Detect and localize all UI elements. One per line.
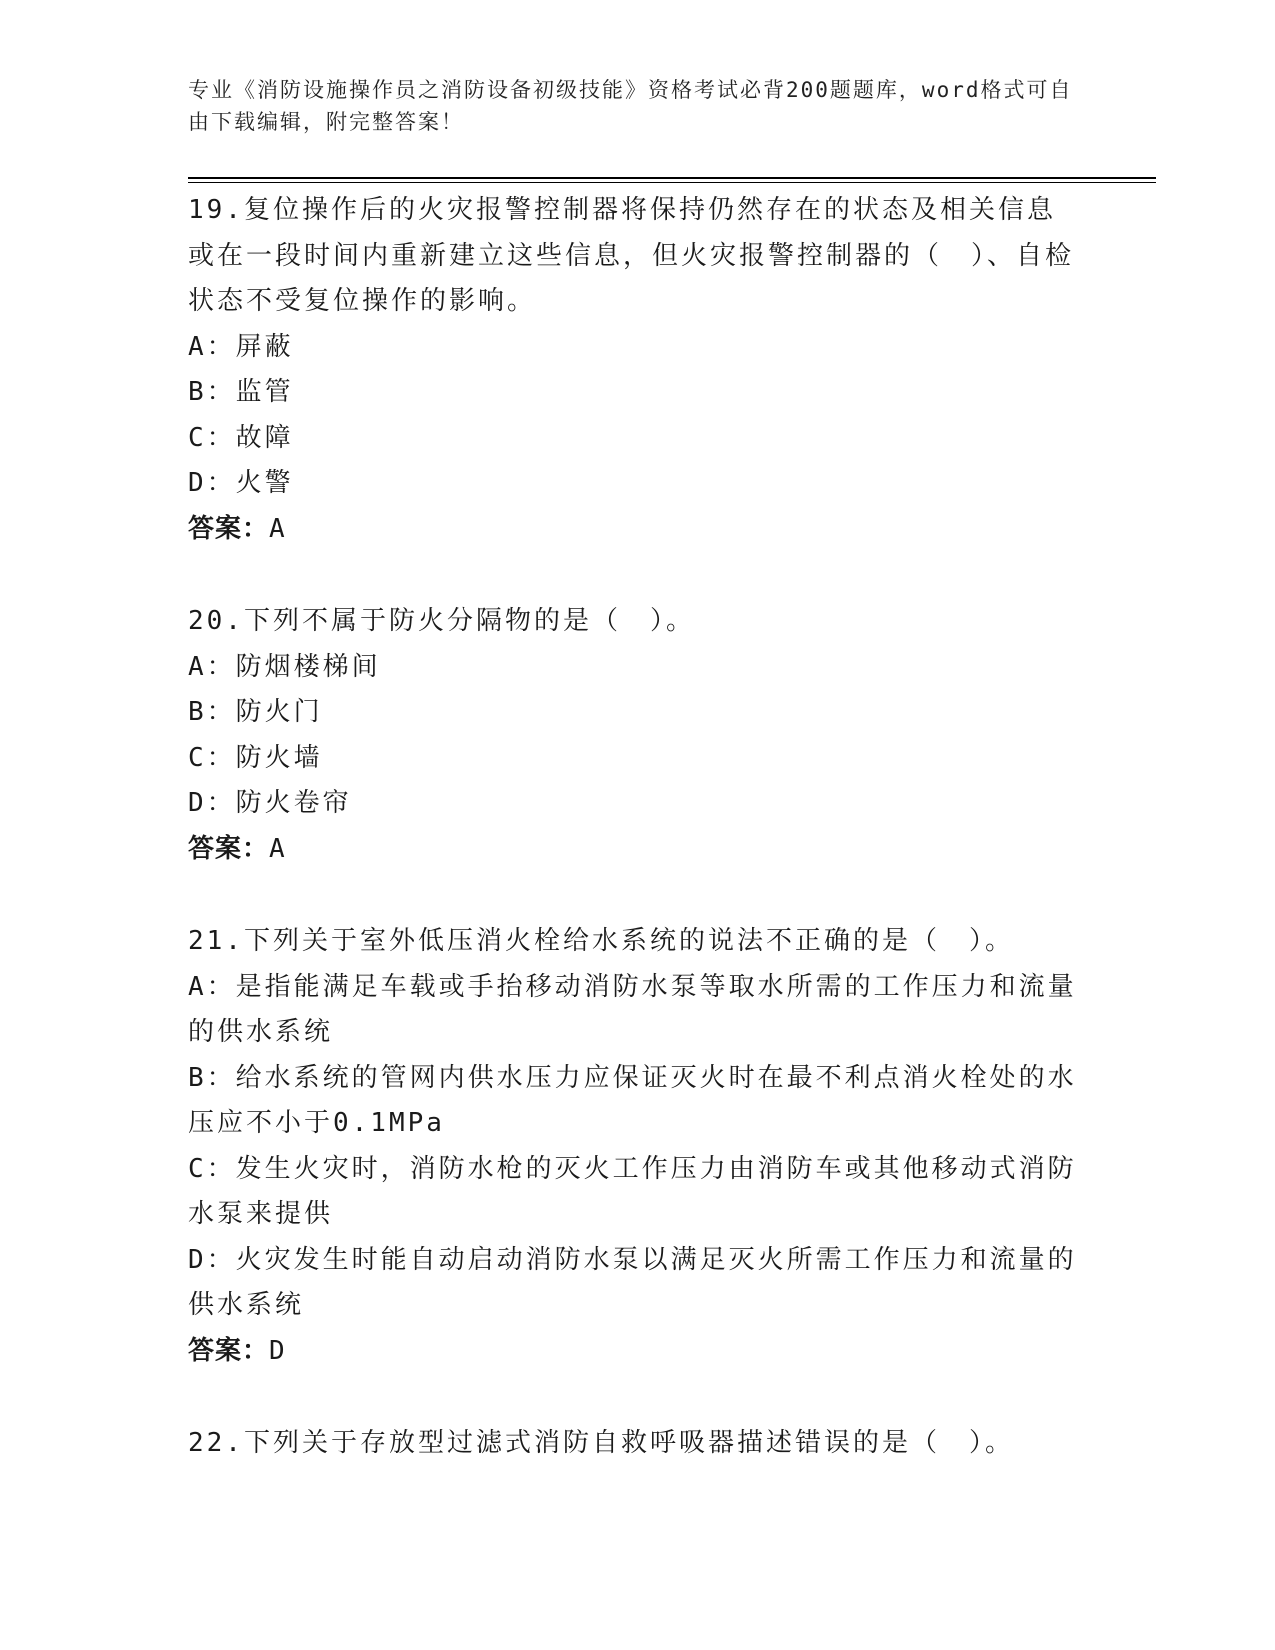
answer-label: 答案： [188, 1335, 270, 1366]
option-b: B：监管 [188, 377, 294, 407]
question-22 [188, 1421, 1078, 1467]
answer-label: 答案： [188, 513, 270, 544]
question-list [188, 188, 1078, 1514]
answer-value: A [269, 833, 286, 864]
header-divider-thin [188, 182, 1156, 183]
answer-line [188, 827, 1078, 873]
question-19 [188, 188, 1078, 552]
question-stem: 19.复位操作后的火灾报警控制器将保持仍然存在的状态及相关信息或在一段时间内重新建立这些信息，但火灾报警控制器的（ ）、自检状态不受复位操作的影响。 [188, 195, 1075, 316]
answer-line [188, 507, 1078, 553]
option-d: D：防火卷帘 [188, 788, 352, 818]
answer-value: D [269, 1335, 286, 1366]
option-b: B：防火门 [188, 697, 323, 727]
option-a: A：屏蔽 [188, 331, 294, 362]
question-stem: 20.下列不属于防火分隔物的是（ ）。 [188, 606, 695, 636]
option-a: A：是指能满足车载或手抬移动消防水泵等取水所需的工作压力和流量的供水系统 [188, 971, 1077, 1047]
answer-label: 答案： [188, 833, 270, 864]
option-c: C：发生火灾时，消防水枪的灭火工作压力由消防车或其他移动式消防水泵来提供 [188, 1153, 1077, 1229]
option-d: D：火警 [188, 468, 294, 498]
question-stem: 21.下列关于室外低压消火栓给水系统的说法不正确的是（ ）。 [188, 926, 1014, 956]
document-header: 专业《消防设施操作员之消防设备初级技能》资格考试必背200题题库，word格式可自由下载编辑，附完整答案！ [188, 78, 1073, 134]
question-20 [188, 599, 1078, 872]
option-a: A：防烟楼梯间 [188, 651, 381, 682]
answer-value: A [269, 513, 286, 544]
answer-line [188, 1329, 1078, 1375]
header-divider-thick [188, 177, 1156, 179]
option-c: C：故障 [188, 422, 294, 453]
question-21 [188, 919, 1078, 1374]
option-c: C：防火墙 [188, 742, 323, 773]
question-stem: 22.下列关于存放型过滤式消防自救呼吸器描述错误的是（ ）。 [188, 1428, 1014, 1458]
option-d: D：火灾发生时能自动启动消防水泵以满足灭火所需工作压力和流量的供水系统 [188, 1244, 1077, 1320]
option-b: B：给水系统的管网内供水压力应保证灭火时在最不利点消火栓处的水压应不小于0.1MPa [188, 1062, 1077, 1138]
